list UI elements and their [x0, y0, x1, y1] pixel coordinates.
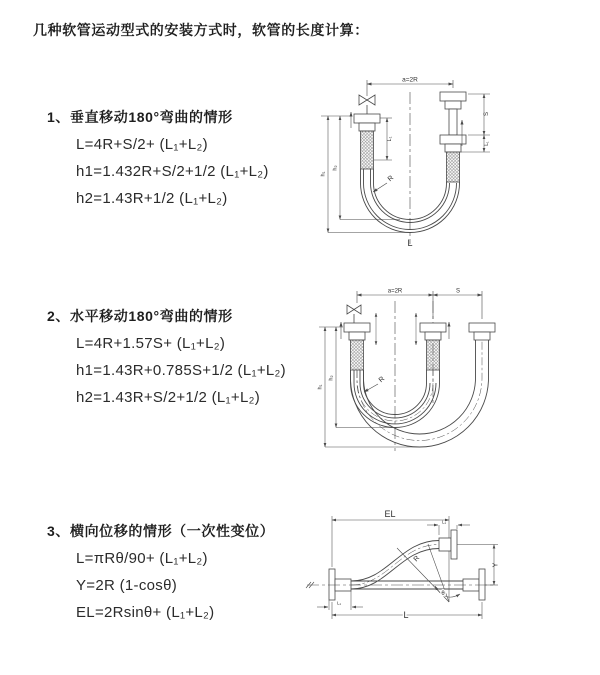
diagram-vertical-180-bend [308, 68, 588, 268]
radius-label: R [377, 375, 387, 385]
page-title: 几种软管运动型式的安装方式时，软管的长度计算： [33, 22, 369, 38]
section-3-formula-EL: EL=2Rsinθ+ (L₁+L₂) [76, 604, 215, 621]
section-2-formula-L: L=4R+1.57S+ (L₁+L₂) [76, 335, 226, 352]
braided-hose-section [351, 340, 364, 370]
braided-hose-section [447, 152, 460, 182]
section-3-formula-Y: Y=2R (1-cosθ) [76, 577, 178, 594]
dim-label-h1: h₁ [317, 384, 324, 390]
dim-label-s: S [484, 111, 490, 117]
valve-icon [347, 305, 361, 323]
radius-label: R [412, 554, 422, 564]
dim-label-l1: L₁ [441, 519, 447, 525]
left-flange-fitting [344, 323, 370, 370]
radius-leader [364, 384, 378, 392]
section-1-formula-L: L=4R+S/2+ (L₁+L₂) [76, 136, 208, 153]
length-label: L [403, 610, 409, 620]
dim-label-y: Y [492, 562, 500, 568]
dim-label-l1: L₁ [336, 600, 342, 606]
section-1-formula-h1: h1=1.432R+S/2+1/2 (L₁+L₂) [76, 163, 269, 180]
displaced-flange-fitting [469, 323, 495, 340]
section-2-heading: 2、水平移动180°弯曲的情形 [47, 308, 233, 324]
section-1 [47, 104, 269, 212]
dimension-h1 [319, 327, 420, 447]
dim-label-el: EL [384, 509, 396, 519]
radius-label: R [386, 174, 396, 184]
hose-u-curve-displaced [351, 340, 489, 447]
braided-hose-section [427, 340, 440, 370]
left-flange-fitting [354, 114, 380, 169]
dim-label-l1: L₁ [484, 141, 490, 146]
reference-ticks [376, 313, 416, 345]
valve-icon [359, 95, 375, 114]
dim-label-a-2r: a=2R [402, 76, 418, 84]
section-3-heading: 3、横向位移的情形（一次性变位） [47, 523, 275, 539]
radius-leader [373, 183, 387, 192]
dim-label-a-2r: a=2R [387, 288, 403, 295]
diagram-lateral-displacement [293, 503, 593, 658]
dimension-l1-top [427, 525, 470, 535]
top-right-flange-fitting [439, 530, 457, 559]
hose-s-curve [351, 541, 439, 590]
section-2-formula-h2: h2=1.43R+S/2+1/2 (L₁+L₂) [76, 389, 261, 406]
dim-label-h1: h₁ [320, 171, 327, 177]
middle-flange-fitting [420, 323, 446, 370]
diagram-horizontal-180-bend [308, 283, 588, 468]
dim-label-s: S [455, 288, 461, 295]
section-1-heading: 1、垂直移动180°弯曲的情形 [47, 109, 233, 125]
radius-construction-lines [397, 544, 460, 602]
section-3 [47, 518, 274, 626]
dim-label-l1: L₁ [387, 136, 393, 142]
dim-label-h2: h₂ [332, 165, 339, 171]
section-1-formula-h2: h2=1.43R+1/2 (L₁+L₂) [76, 190, 228, 207]
section-2-formula-h1: h1=1.43R+0.785S+1/2 (L₁+L₂) [76, 362, 286, 379]
dim-label-h2: h₂ [328, 375, 335, 381]
length-label: L [407, 238, 413, 248]
angle-label-theta: θ [441, 591, 445, 597]
left-flange-fitting [329, 569, 351, 600]
section-2 [47, 303, 286, 411]
braided-hose-section [361, 131, 374, 169]
section-3-formula-L: L=πRθ/90+ (L₁+L₂) [76, 550, 208, 567]
lower-right-flange-fitting [463, 569, 485, 600]
